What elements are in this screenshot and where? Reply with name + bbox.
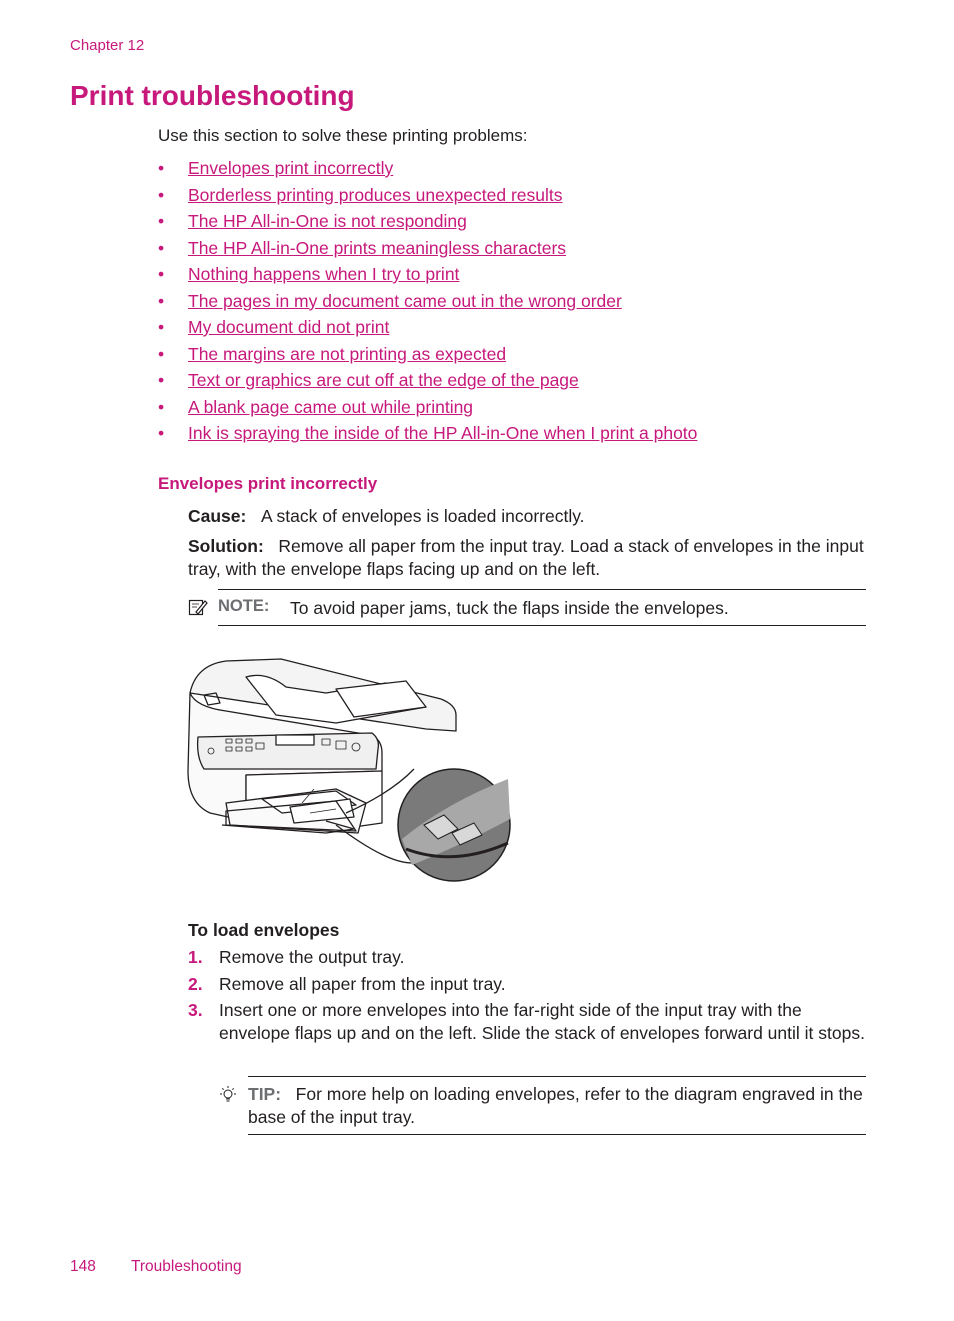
link-wrong-order[interactable]: The pages in my document came out in the wrong order (188, 290, 622, 311)
chapter-header: Chapter 12 (70, 37, 145, 54)
step-number: 1. (188, 947, 203, 967)
footer-section: Troubleshooting (131, 1258, 242, 1275)
link-nothing-happens[interactable]: Nothing happens when I try to print (188, 264, 460, 284)
solution-label: Solution: (188, 536, 264, 556)
list-item (188, 946, 868, 969)
step-text: Insert one or more envelopes into the far-right side of the input tray with the envelope flaps up and on the left. Slide the stack of envelopes forward until it stops. (219, 1000, 865, 1043)
list-item (158, 210, 878, 237)
list-item (158, 237, 878, 264)
note-text: To avoid paper jams, tuck the flaps inside the envelopes. (290, 598, 729, 618)
tip-label: TIP: (248, 1084, 282, 1104)
link-meaningless-characters[interactable]: The HP All-in-One prints meaningless characters (188, 237, 567, 258)
list-item (158, 263, 878, 290)
list-item (158, 396, 878, 423)
note-label: NOTE: (218, 597, 270, 615)
step-number: 2. (188, 973, 203, 994)
tip-text: For more help on loading envelopes, refer to the diagram engraved in the base of the input tray. (248, 1084, 863, 1127)
bullet: • (158, 264, 165, 284)
lightbulb-icon (218, 1085, 238, 1105)
link-ink-spraying[interactable]: Ink is spraying the inside of the HP All-in-One when I print a photo (188, 423, 698, 443)
step-list (188, 946, 868, 1048)
problem-link-list (158, 157, 878, 449)
link-document-did-not-print[interactable]: My document did not print (188, 317, 390, 337)
bullet: • (158, 396, 165, 417)
note-top-rule (218, 589, 866, 590)
bullet: • (158, 158, 165, 178)
bullet: • (158, 290, 165, 311)
link-borderless-printing[interactable]: Borderless printing produces unexpected results (188, 184, 563, 205)
bullet: • (158, 317, 165, 337)
list-item (158, 316, 878, 343)
step-number: 3. (188, 1000, 203, 1020)
list-item (158, 157, 878, 184)
tip-top-rule (248, 1076, 866, 1077)
section-heading: Envelopes print incorrectly (158, 474, 378, 493)
list-item (158, 343, 878, 370)
solution-paragraph (188, 535, 868, 580)
list-item (158, 184, 878, 211)
solution-text: Remove all paper from the input tray. Load a stack of envelopes in the input tray, with the envelope flaps facing up and on the left. (188, 536, 864, 579)
link-envelopes-print-incorrectly[interactable]: Envelopes print incorrectly (188, 158, 394, 178)
list-item (188, 973, 868, 996)
link-cut-off[interactable]: Text or graphics are cut off at the edge of the page (188, 370, 579, 390)
bullet: • (158, 184, 165, 205)
page-number: 148 (70, 1258, 96, 1275)
procedure-heading: To load envelopes (188, 920, 340, 940)
step-text: Remove the output tray. (219, 947, 405, 967)
cause-text: A stack of envelopes is loaded incorrectly. (260, 506, 585, 526)
note-pencil-icon (188, 597, 208, 617)
list-item (158, 290, 878, 317)
step-text: Remove all paper from the input tray. (219, 973, 506, 994)
printer-envelope-illustration (186, 653, 516, 885)
bullet: • (158, 370, 165, 390)
page-title: Print troubleshooting (70, 80, 355, 111)
note-bottom-rule (218, 625, 866, 626)
bullet: • (158, 343, 165, 364)
list-item (158, 369, 878, 396)
tip-paragraph (248, 1083, 868, 1128)
list-item (188, 999, 868, 1044)
bullet: • (158, 211, 165, 231)
intro-text: Use this section to solve these printing problems: (158, 126, 528, 145)
bullet: • (158, 423, 165, 443)
bullet: • (158, 237, 165, 258)
cause-paragraph (188, 505, 585, 528)
link-blank-page[interactable]: A blank page came out while printing (188, 396, 474, 417)
list-item (158, 422, 878, 449)
link-not-responding[interactable]: The HP All-in-One is not responding (188, 211, 467, 231)
cause-label: Cause: (188, 506, 247, 526)
link-margins[interactable]: The margins are not printing as expected (188, 343, 507, 364)
tip-bottom-rule (248, 1134, 866, 1135)
